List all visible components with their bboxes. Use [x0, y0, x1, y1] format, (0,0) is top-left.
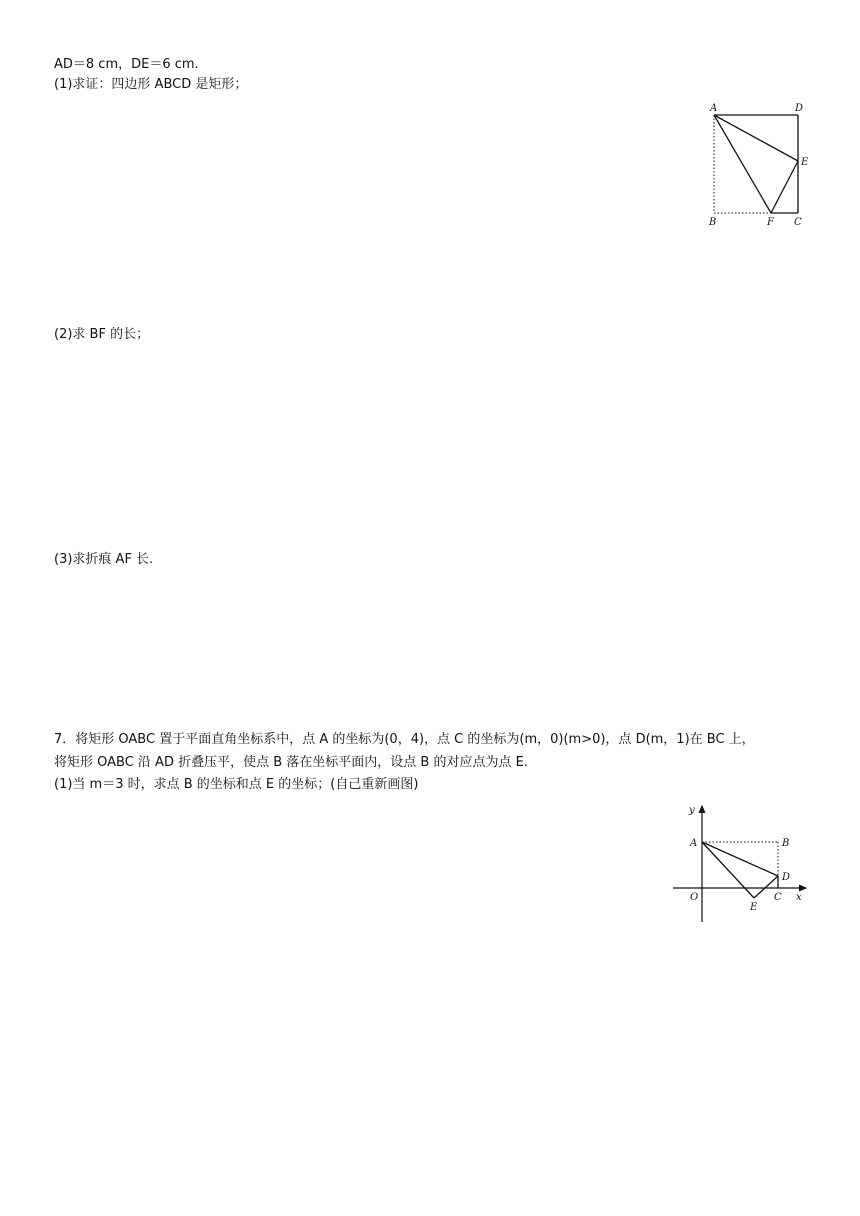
problem-7-line-1: 7．将矩形 OABC 置于平面直角坐标系中，点 A 的坐标为(0，4)，点 C 的坐标为(m，0)(m>0)，点 D(m，1)在 BC 上， [54, 732, 755, 747]
given-line: AD＝8 cm，DE＝6 cm. [54, 57, 199, 72]
label-C: C [794, 217, 802, 228]
segment-AF [714, 115, 771, 213]
segment-AE [714, 115, 798, 161]
label-E: E [801, 157, 809, 168]
label-B: B [782, 838, 790, 849]
label-x: x [796, 892, 802, 903]
label-D: D [782, 872, 791, 883]
label-y: y [689, 805, 695, 816]
label-A: A [710, 103, 718, 114]
question-6-1: (1)求证：四边形 ABCD 是矩形； [54, 77, 248, 92]
label-D: D [795, 103, 804, 114]
rectangle-fold-figure [700, 98, 820, 233]
segment-EF [771, 161, 798, 213]
segment-AD [702, 842, 778, 876]
coordinate-fold-figure [665, 798, 820, 926]
label-C: C [774, 892, 782, 903]
label-O: O [690, 892, 699, 903]
label-B: B [709, 217, 717, 228]
label-A: A [690, 838, 698, 849]
question-7-1: (1)当 m＝3 时，求点 B 的坐标和点 E 的坐标；(自己重新画图) [54, 777, 419, 792]
question-6-3: (3)求折痕 AF 长. [54, 552, 154, 567]
label-E: E [750, 902, 758, 913]
problem-7-line-2: 将矩形 OABC 沿 AD 折叠压平，使点 B 落在坐标平面内，设点 B 的对应点为点 E. [54, 755, 528, 770]
question-6-2: (2)求 BF 的长； [54, 327, 150, 342]
label-F: F [767, 217, 774, 228]
segment-AE [702, 842, 754, 898]
